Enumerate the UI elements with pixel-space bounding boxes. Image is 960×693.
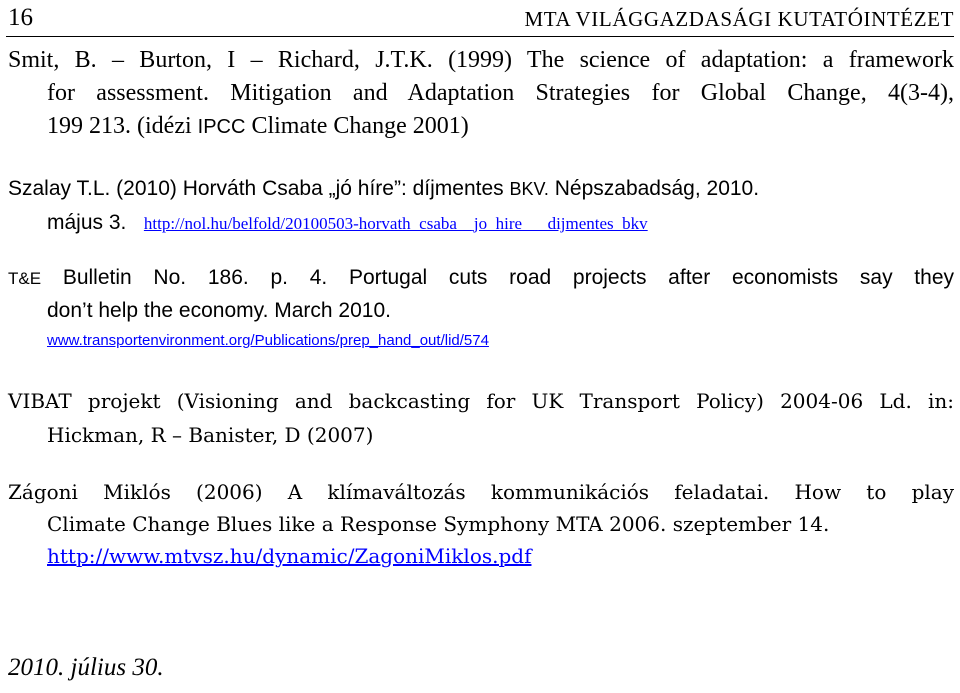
reference-szalay xyxy=(8,172,759,241)
header-rule xyxy=(6,36,954,37)
reference-te-title: Bulletin No. 186. p. 4. Portugal cuts road projects after economists say they xyxy=(62,266,954,289)
running-header: MTA VILÁGGAZDASÁGI KUTATÓINTÉZET xyxy=(524,7,954,31)
reference-te-line3 xyxy=(8,327,954,353)
reference-szalay-bkv: BKV. xyxy=(509,179,549,199)
reference-smit-line3 xyxy=(8,110,954,144)
reference-zagoni-line3 xyxy=(8,540,954,572)
reference-zagoni xyxy=(8,476,954,572)
reference-smit xyxy=(8,44,954,144)
reference-te-line1 xyxy=(8,262,954,295)
reference-te-link[interactable]: www.transportenvironment.org/Publications/prep_hand_out/lid/574 xyxy=(47,332,489,349)
reference-smit-line1: Smit, B. – Burton, I – Richard, J.T.K. (1999) The science of adaptation: a framework xyxy=(8,47,954,73)
reference-smit-ipcc: IPCC xyxy=(197,116,246,138)
reference-szalay-link[interactable]: http://nol.hu/belfold/20100503-horvath_csaba__jo_hire___dijmentes_bkv xyxy=(143,214,648,233)
reference-te-bulletin xyxy=(8,262,954,353)
reference-vibat-line1: VIBAT projekt (Visioning and backcasting for UK Transport Policy) 2004-06 Ld. in: xyxy=(8,389,954,413)
reference-smit-pages: 199 213. (idézi xyxy=(47,113,192,139)
page-number: 16 xyxy=(8,4,33,31)
reference-szalay-date: május 3. xyxy=(47,211,127,234)
reference-zagoni-line2: Climate Change Blues like a Response Symphony MTA 2006. szeptember 14. xyxy=(47,512,830,536)
reference-smit-line2: for assessment. Mitigation and Adaptation Strategies for Global Change, 4(3-4), xyxy=(47,80,954,106)
reference-te-org: T&E xyxy=(8,269,42,288)
reference-szalay-source: Népszabadság, 2010. xyxy=(554,177,760,200)
reference-zagoni-line1: Zágoni Miklós (2006) A klímaváltozás kommunikációs feladatai. How to play xyxy=(8,480,954,504)
reference-te-line2: don’t help the economy. March 2010. xyxy=(47,299,391,322)
reference-szalay-line2 xyxy=(8,206,759,241)
reference-szalay-line1 xyxy=(8,172,759,206)
reference-szalay-title: Szalay T.L. (2010) Horváth Csaba „jó híre”: díjmentes xyxy=(8,177,504,200)
reference-vibat-line2: Hickman, R – Banister, D (2007) xyxy=(47,423,374,447)
reference-vibat xyxy=(8,384,954,452)
reference-zagoni-link[interactable]: http://www.mtvsz.hu/dynamic/ZagoniMiklos.pdf xyxy=(47,544,532,568)
reference-smit-source: Climate Change 2001) xyxy=(251,113,469,139)
footer-date: 2010. július 30. xyxy=(8,654,164,681)
